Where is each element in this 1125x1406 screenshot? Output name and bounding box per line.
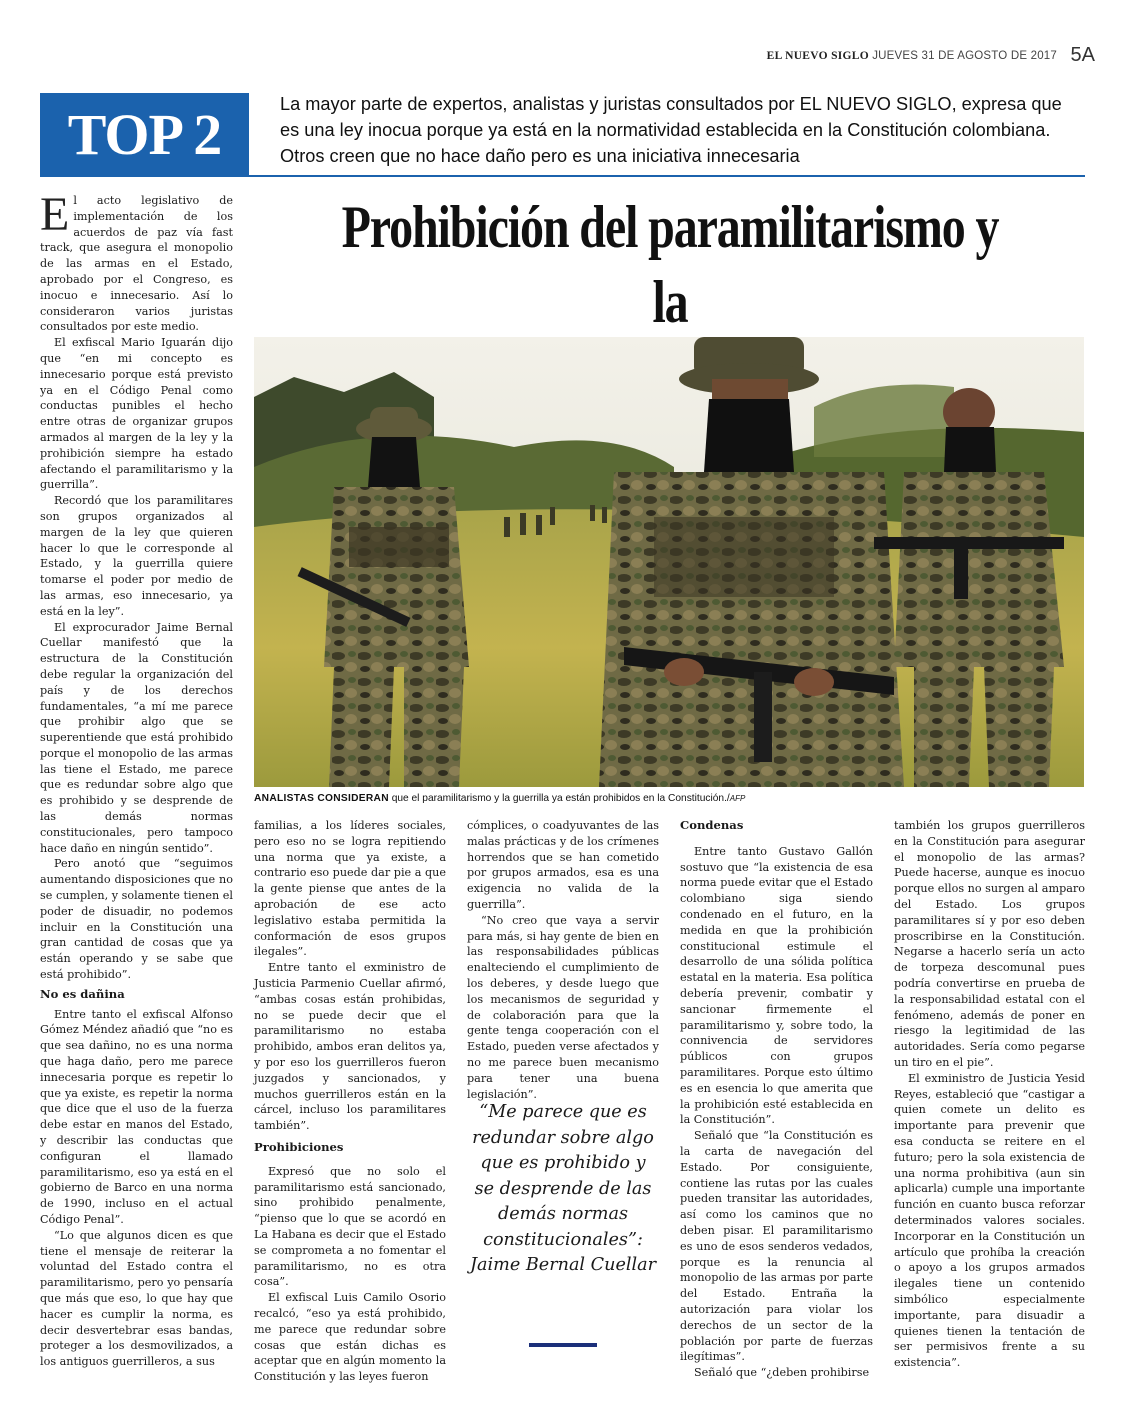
article-paragraph: Entre tanto Gustavo Gallón sostuvo que “la existencia de esa norma puede evitar que el Estado colombiano siga siendo condenado en el futuro, en la medida en que la prohibición constitucional estimule el desarrollo de una sólida política estatal en la materia. Esa política debería prevenir, combatir y sancionar firmemente el paramilitarismo y, sobre todo, la connivencia de servidores públicos con grupos paramilitares. Porque esto último es en esencia lo que amerita que la prohibición esté establecida en la Constitución”. (680, 844, 873, 1127)
masthead (767, 50, 1057, 62)
issue-date: JUEVES 31 DE AGOSTO DE 2017 (872, 50, 1057, 62)
pull-quote-rule (529, 1343, 597, 1347)
article-column-3 (467, 818, 659, 1102)
article-column-2 (254, 818, 446, 1385)
section-tag-label: TOP 2 (67, 102, 222, 167)
article-paragraph: El exprocurador Jaime Bernal Cuellar manifestó que la estructura de la Constitución debe regular la organización del país y de los derechos fundamentales, “a mí me parece que prohibir algo que se superentiende que está prohibido porque el monopolio de las armas las tiene el Estado, me parece que es redundar sobre algo que es prohibido y se desprende de las demás normas constitucionales, pero tampoco hace daño en ningún sentido”. (40, 620, 233, 855)
article-column-4 (680, 818, 873, 1381)
header-rule (40, 175, 1085, 177)
article-paragraph: El exfiscal Mario Iguarán dijo que “en mi concepto es innecesario porque está previsto ya en el Código Penal como conductas punibles el hecho entre otras de organizar grupos armados al margen de la ley y la prohibición siempre ha estado afectando el paramilitarismo y la guerrilla”. (40, 336, 233, 492)
article-paragraph: Entre tanto el exfiscal Alfonso Gómez Méndez añadió que “no es que sea dañino, no es una norma que haga daño, pero me parece innecesaria porque es repetir lo que ya existe, es repetir la norma que dice que el uso de la fuerza debe estar en manos del Estado, y describir las conductas que configuran el llamado paramilitarismo, eso ya está en el gobierno de Barco en una norma de 1990, incluso en el actual Código Penal”. (40, 1007, 233, 1226)
caption-text: que el paramilitarismo y la guerrilla ya están prohibidos en la Constitución./ (388, 793, 730, 804)
page-number: 5A (1070, 44, 1095, 66)
lead-photo (254, 337, 1084, 787)
pull-quote: “Me parece que es redundar sobre algo que es prohibido y se desprende de las demás normas constitucionales”: Jaime Bernal Cuellar (470, 1102, 657, 1275)
soldiers-photo-illustration (254, 337, 1084, 787)
article-paragraph: “No creo que vaya a servir para más, si hay gente de bien en las responsabilidades públicas enalteciendo el cumplimiento de los deberes, y desde luego que los mecanismos de seguridad y de colaboración para que la gente tenga cooperación con el Estado, pueden verse afectados y no me parece buen mecanismo para tener una buena legislación”. (467, 913, 659, 1101)
subheading: Condenas (680, 818, 744, 832)
subheading: Prohibiciones (254, 1139, 344, 1154)
caption-lead: ANALISTAS CONSIDERAN (254, 793, 389, 804)
article-column-1 (40, 188, 233, 1370)
subheading: No es dañina (40, 986, 125, 1001)
article-paragraph: también los grupos guerrilleros en la Constitución para asegurar el monopolio de las armas? Puede hacerse, aunque es inocuo porque ellos no surgen al amparo del Estado. Los grupos paramilitares sí y por eso deben proscribirse en la Constitución. Negarse a hacerlo sería un acto de torpeza descomunal pues podría convertirse en prueba de la responsabilidad estatal con el fenómeno, además de poner en riesgo la legitimidad de las autoridades. Sería como pegarse un tiro en el pie”. (894, 819, 1085, 1069)
article-paragraph: El exministro de Justicia Yesid Reyes, estableció que “castigar a quien comete un delito es importante para prevenir que esa conducta se reitere en el futuro; pero la sola existencia de una norma prohibitiva (aun sin aplicarla) cumple una importante función en cuanto busca reforzar determinados valores sociales. Incorporar en la Constitución un artículo que prohíba la creación o apoyo a los grupos armados ilegales tiene un contenido simbólico especialmente importante, para disuadir a quienes tienen la tentación de ser permisivos frente a su existencia”. (894, 1071, 1085, 1370)
article-paragraph: Señaló que “¿deben prohibirse (694, 1366, 870, 1380)
article-paragraph: Pero anotó que “seguimos aumentando disposiciones que no se cumplen, y solamente tienen el poder de disuadir, no podemos incluir en la Constitución una gran cantidad de cosas que ya están operando y se sabe que está prohibido”. (40, 857, 233, 982)
article-paragraph: El exfiscal Luis Camilo Osorio recalcó, “eso ya está prohibido, me parece que redundar sobre cosas que están dichas es aceptar que en algún momento la Constitución y las leyes fueron (254, 1291, 446, 1384)
article-paragraph: familias, a los líderes sociales, pero eso no se logra repitiendo una norma que ya existe, a contrario eso puede dar pie a que la gente piense que antes de la aprobación de ese acto legislativo estaba permitida la conformación de esos grupos ilegales”. (254, 819, 446, 959)
article-column-5 (894, 818, 1085, 1371)
article-paragraph: “Lo que algunos dicen es que tiene el mensaje de reiterar la voluntad del Estado contra el paramilitarismo, pero yo pensaría que más que eso, lo que hay que hacer es cumplir la norma, es decir desvertebrar esas bandas, proteger a los desmovilizados, a los antiguos guerrilleros, a sus (40, 1228, 233, 1369)
paragraph-text: l acto legislativo de implementación de los acuerdos de paz vía fast track, que asegura el monopolio de las armas en el Estado, aprobado por el Congreso, es inocuo e innecesario. Así lo consideraron varios juristas consultados por este medio. (40, 194, 233, 334)
headline-line-1: Prohibición del paramilitarismo y la (341, 194, 999, 335)
publication-name: EL NUEVO SIGLO (766, 50, 869, 62)
section-tag (40, 93, 249, 177)
article-paragraph (40, 188, 233, 335)
photo-credit: AFP (729, 794, 746, 803)
article-paragraph: Expresó que no solo el paramilitarismo está sancionado, sino prohibido penalmente, “pienso que lo que se acordó en La Habana es decir que el Estado se comprometa a no fomentar el paramilitarismo, no es otra cosa”. (254, 1164, 446, 1289)
dek: La mayor parte de expertos, analistas y juristas consultados por EL NUEVO SIGLO, expresa que es una ley inocua porque ya está en la normatividad establecida en la Constitución colombiana. Otros creen que no hace daño pero es una iniciativa innecesaria (280, 94, 1062, 166)
photo-caption (254, 793, 1084, 804)
article-paragraph: Recordó que los paramilitares son grupos organizados al margen de la ley que quieren hacer lo que le corresponde al Estado, y la guerrilla quiere tomarse el poder por medio de las armas, eso innecesario, ya está en la ley”. (40, 494, 233, 618)
article-paragraph: cómplices, o coadyuvantes de las malas prácticas y de los crímenes horrendos que se han cometido por grupos armados, esa es una exigencia no valida de la guerrilla”. (467, 819, 659, 911)
drop-cap: E (40, 188, 70, 241)
article-paragraph: Entre tanto el exministro de Justicia Parmenio Cuellar afirmó, “ambas cosas están prohibidas, no se puede decir que el paramilitarismo no estaba prohibido, ambos eran delitos ya, y por eso los guerrilleros fueron juzgados y sancionados, y muchos guerrilleros están en la cárcel, incluso los paramilitares también”. (254, 961, 446, 1133)
article-paragraph: Señaló que “la Constitución es la carta de navegación del Estado. Por consiguiente, contiene las rutas por las cuales pueden transitar las autoridades, así como los caminos que no deben pisar. El paramilitarismo es uno de esos senderos vedados, porque es la renuncia al monopolio de las armas por parte del Estado. Entraña la autorización para violar los derechos de un sector de la población por parte de fuerzas ilegítimas”. (680, 1129, 873, 1364)
